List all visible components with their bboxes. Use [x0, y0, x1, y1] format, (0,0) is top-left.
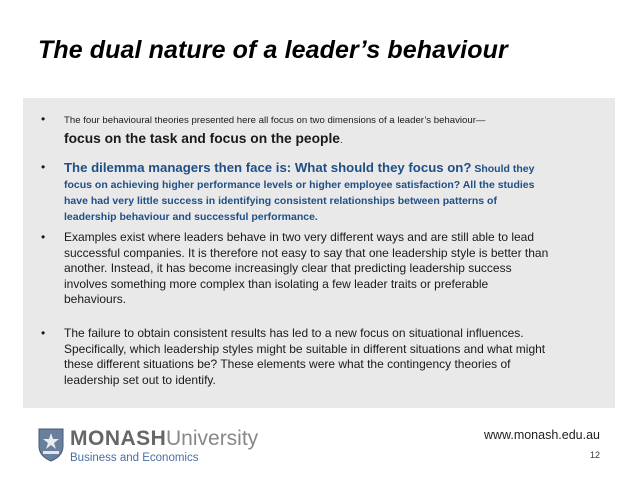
bullet-1	[41, 112, 551, 149]
bullet-3	[41, 230, 551, 308]
logo-word-monash: MONASH	[70, 427, 167, 450]
monash-logo	[38, 426, 268, 466]
bullet-4-text: The failure to obtain consistent results has led to a new focus on situational influences. Specifically, which leadership styles might be suitable in different situations and what might these different situations be? These elements were what the contingency theories of leadership set out to identify.	[64, 326, 546, 387]
bullet-symbol: •	[41, 160, 46, 174]
monash-crest-icon	[38, 428, 64, 462]
bullet-2	[41, 160, 551, 225]
bullet-symbol: •	[41, 112, 46, 126]
bullet-symbol: •	[41, 326, 46, 340]
bullet-1-emphasis: focus on the task and focus on the people	[64, 130, 340, 146]
bullet-2-lead: The dilemma managers then face is: What should they focus on?	[64, 160, 472, 175]
bullet-1-end: .	[339, 134, 343, 146]
bullet-1-text: The four behavioural theories presented here all focus on two dimensions of a leader’s behaviour—	[64, 115, 486, 126]
bullet-3-text: Examples exist where leaders behave in two very different ways and are still able to lead successful companies. It is therefore not easy to say that one leadership style is better than another. Instead, it has become increasingly clear that predicting leadership success involves something more complex than isolating a few leader traits or preferable behaviours.	[64, 230, 549, 306]
footer-url[interactable]: www.monash.edu.au	[483, 428, 600, 442]
page-number: 12	[589, 450, 600, 460]
slide-title: The dual nature of a leader’s behaviour	[38, 36, 508, 64]
bullet-2-rest: Should they focus on achieving higher performance levels or higher employee satisfaction? All the studies have had very little success in identifying consistent relationships between patterns of leadership behaviour and successful performance.	[64, 163, 535, 223]
content-box	[23, 98, 615, 408]
logo-subtitle: Business and Economics	[70, 452, 199, 464]
logo-word-university: University	[166, 427, 259, 450]
bullet-1-body	[64, 112, 551, 149]
bullet-4	[41, 326, 551, 388]
bullet-2-body	[64, 160, 551, 225]
bullet-symbol: •	[41, 230, 46, 244]
